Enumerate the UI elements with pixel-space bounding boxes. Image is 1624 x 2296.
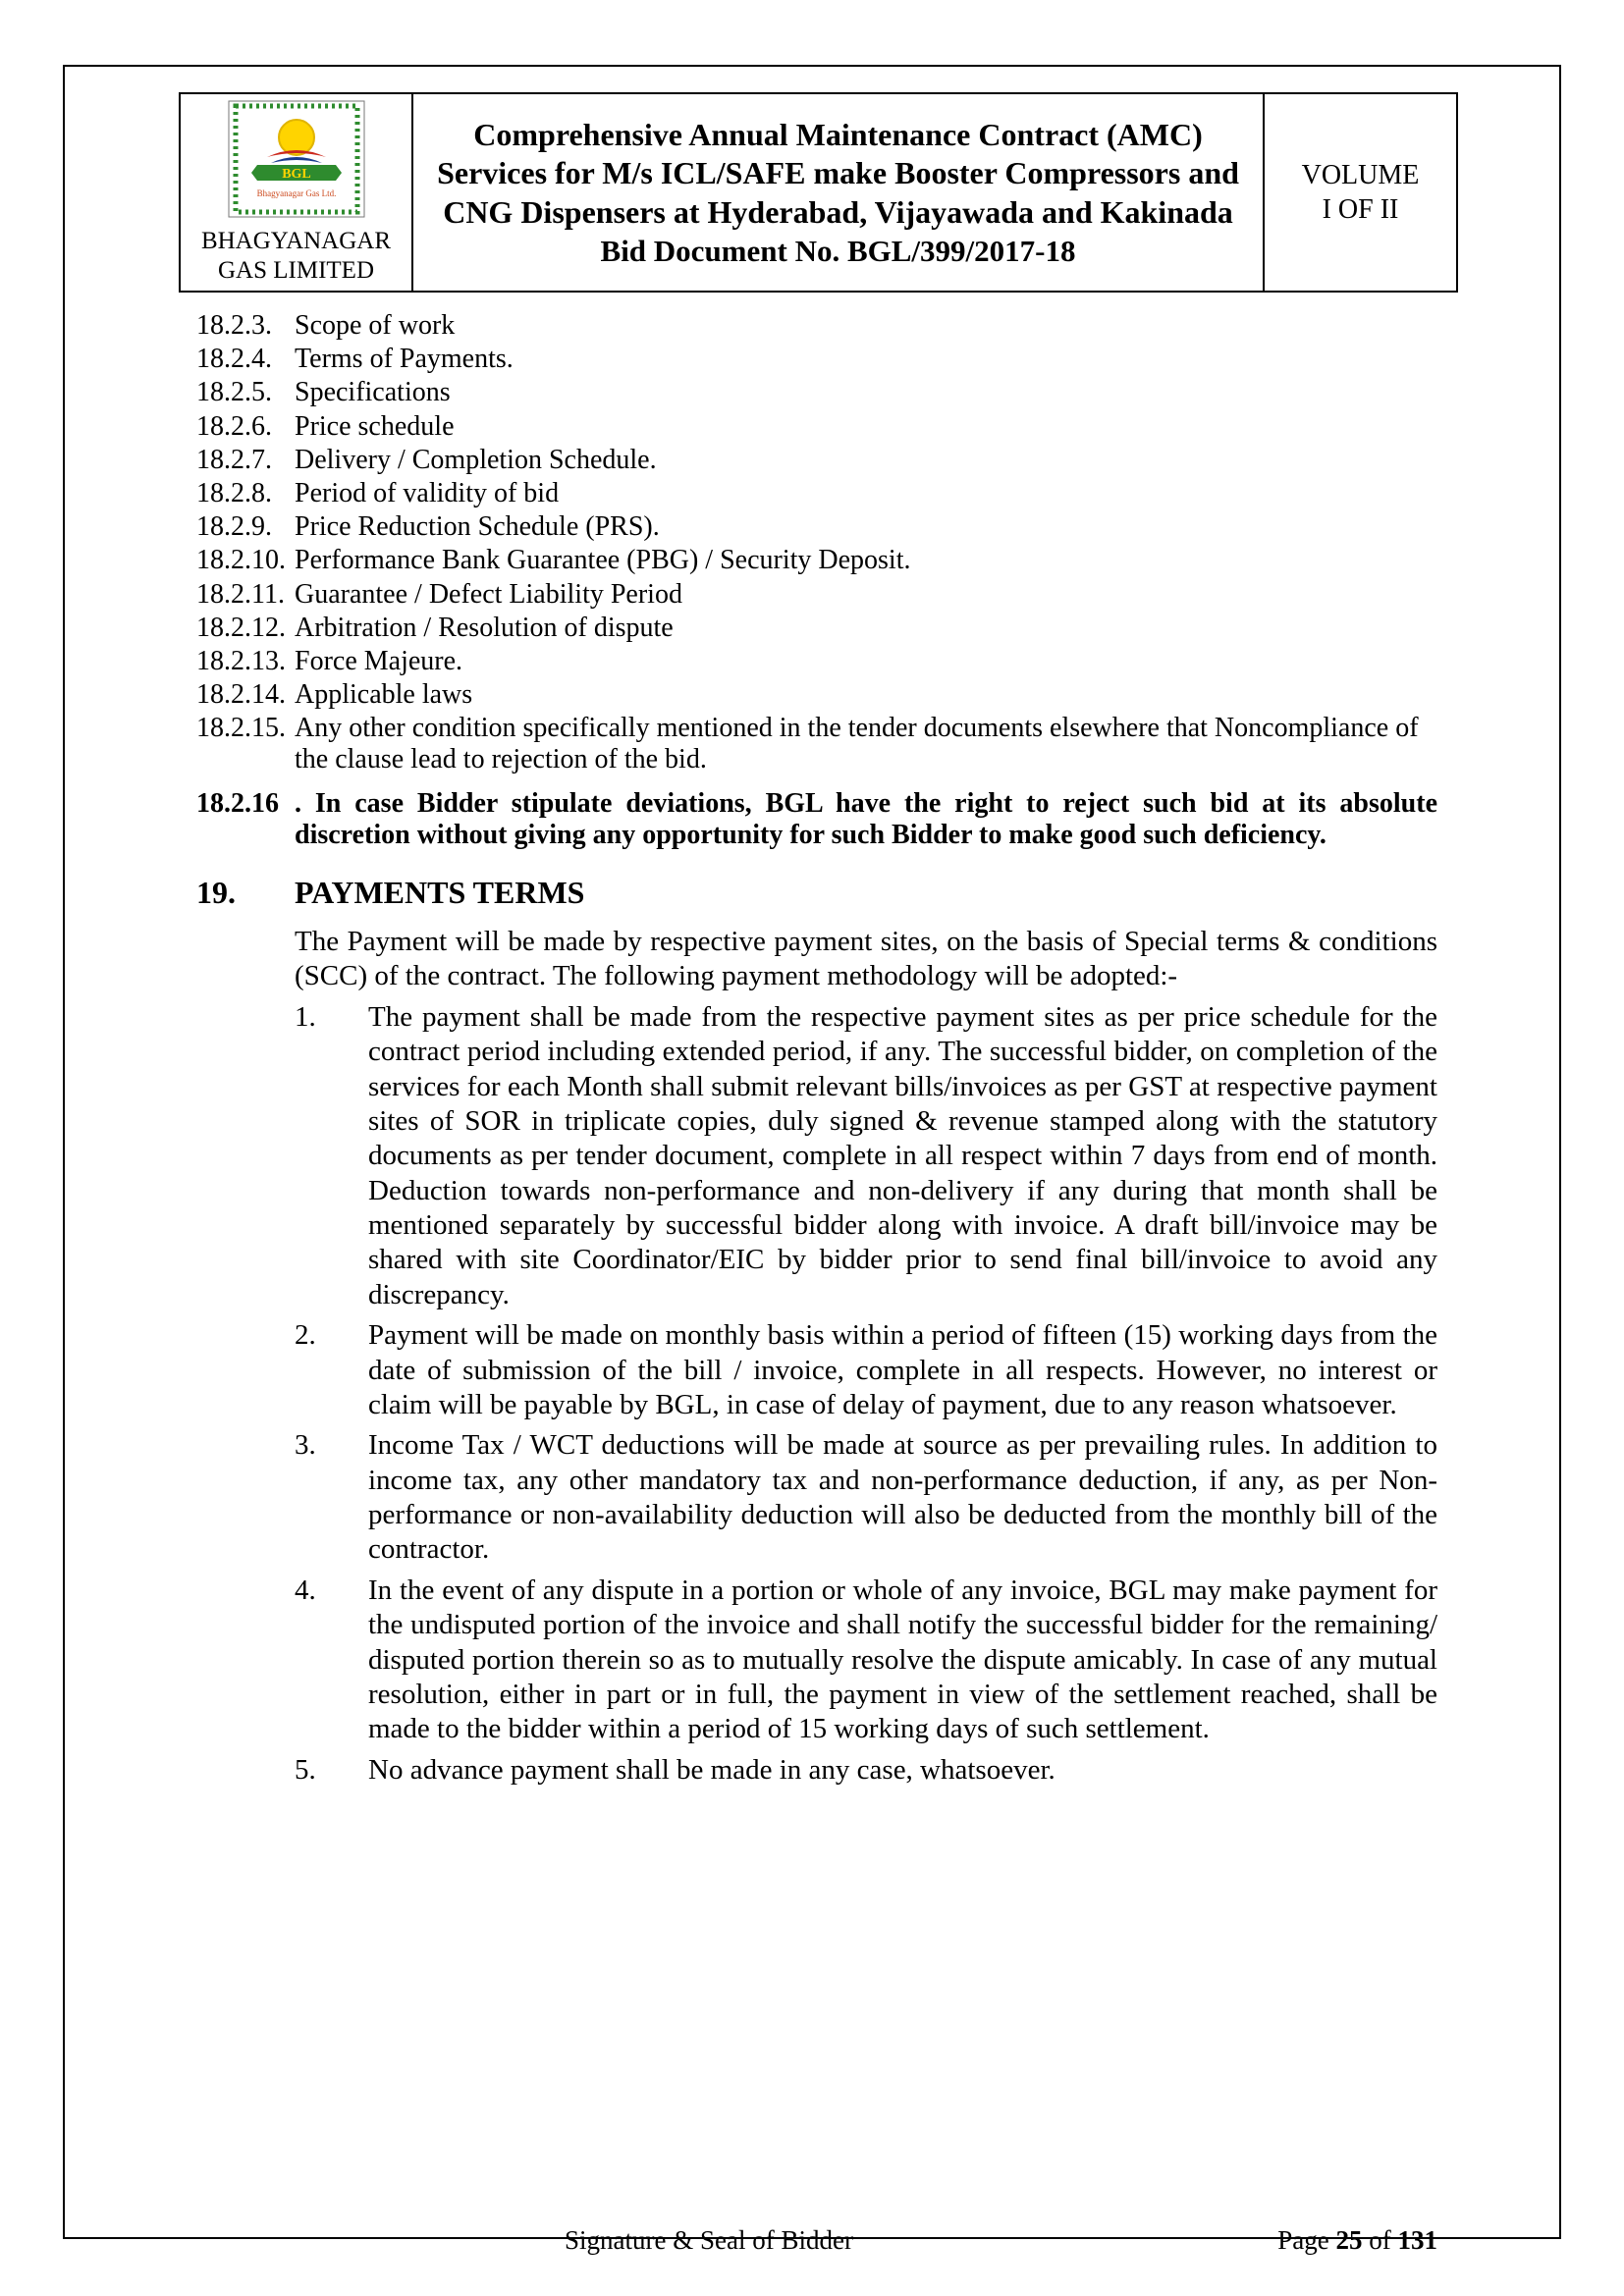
item-text: Payment will be made on monthly basis within a period of fifteen (15) working days from the date of submission of the bill / invoice, complete in all respects. However, no interest or claim will be payable by BGL, in case of delay of payment, due to any reason whatsoever.: [368, 1319, 1437, 1420]
item-number: 2.: [295, 1319, 316, 1352]
item-text: Arbitration / Resolution of dispute: [295, 612, 674, 643]
item-text: Period of validity of bid: [295, 477, 560, 508]
list-item-18-2-12: [196, 613, 1437, 644]
list-item-18-2-4: [196, 344, 1437, 375]
svg-text:BGL: BGL: [281, 167, 311, 182]
item-text: In the event of any dispute in a portion or whole of any invoice, BGL may make payment for the undisputed portion of the invoice and shall notify the successful bidder for the remaining/ disputed portion therein so as to mutually resolve the dispute amicably. In case of any mutual resolution, either in part or in full, the payment in view of the settlement reached, shall be made to the bidder within a period of 15 working days of such settlement.: [368, 1574, 1437, 1745]
item-text: Applicable laws: [295, 679, 473, 711]
item-number: 18.2.6.: [196, 410, 272, 442]
company-name-line1: BHAGYANAGAR: [200, 228, 392, 254]
page-indicator: [1277, 2225, 1437, 2256]
item-number: 18.2.8.: [196, 477, 272, 508]
item-number: 18.2.13.: [196, 645, 286, 676]
volume-label: VOLUME: [1301, 160, 1420, 190]
item-text: Price Reduction Schedule (PRS).: [295, 511, 660, 543]
item-number: 1.: [295, 1000, 316, 1033]
payment-item-3: [295, 1428, 1437, 1568]
list-item-18-2-11: [196, 579, 1437, 611]
item-number: 18.2.14.: [196, 679, 286, 711]
item-number: 5.: [295, 1753, 316, 1786]
list-item-18-2-5: [196, 377, 1437, 408]
bid-document-number: Bid Document No. BGL/399/2017-18: [600, 233, 1076, 268]
section-number: 19.: [196, 875, 236, 910]
volume-value: I OF II: [1322, 194, 1399, 225]
document-body: [196, 310, 1437, 1793]
page-number: 25: [1335, 2225, 1363, 2255]
payment-item-1: [295, 1000, 1437, 1312]
item-text: Delivery / Completion Schedule.: [295, 444, 657, 475]
list-item-18-2-9: [196, 511, 1437, 543]
item-number: 18.2.10.: [196, 545, 286, 576]
item-number: 18.2.16: [196, 787, 279, 819]
list-item-18-2-3: [196, 310, 1437, 342]
volume-cell: [1264, 93, 1457, 292]
list-item-18-2-14: [196, 679, 1437, 711]
list-item-18-2-7: [196, 445, 1437, 476]
item-text: No advance payment shall be made in any case, whatsoever.: [368, 1753, 1056, 1786]
section-title: PAYMENTS TERMS: [295, 875, 585, 910]
list-item-18-2-16: [196, 788, 1437, 851]
bgl-logo-icon: [228, 100, 365, 218]
item-number: 18.2.3.: [196, 310, 272, 341]
total-pages: 131: [1397, 2225, 1437, 2255]
page-label: Page: [1277, 2225, 1336, 2255]
signature-seal-label: Signature & Seal of Bidder: [565, 2225, 853, 2255]
item-text: Terms of Payments.: [295, 344, 514, 375]
list-item-18-2-13: [196, 646, 1437, 677]
header-table: [179, 92, 1458, 293]
item-text: Income Tax / WCT deductions will be made at source as per prevailing rules. In addition to income tax, any other mandatory tax and non-performance deduction, if any, as per Non-performance or non-availability deduction will also be deducted from the monthly bill of the contractor.: [368, 1429, 1437, 1566]
item-text: Any other condition specifically mentioned in the tender documents elsewhere that Noncompliance of the clause lead to rejection of the bid.: [295, 713, 1419, 775]
title-cell: [412, 93, 1264, 292]
item-number: 18.2.9.: [196, 511, 272, 543]
list-item-18-2-10: [196, 545, 1437, 576]
payment-item-5: [295, 1753, 1437, 1788]
item-number: 18.2.7.: [196, 444, 272, 475]
item-text: Performance Bank Guarantee (PBG) / Security Deposit.: [295, 545, 911, 576]
item-text: Guarantee / Defect Liability Period: [295, 578, 682, 610]
payment-item-4: [295, 1574, 1437, 1747]
list-item-18-2-6: [196, 411, 1437, 443]
item-number: 18.2.12.: [196, 612, 286, 643]
list-item-18-2-15: [196, 713, 1437, 775]
svg-text:Bhagyanagar Gas Ltd.: Bhagyanagar Gas Ltd.: [256, 188, 336, 198]
item-text: Scope of work: [295, 310, 456, 341]
item-number: 18.2.4.: [196, 344, 272, 375]
of-label: of: [1362, 2225, 1398, 2255]
company-logo: [228, 100, 365, 223]
item-text: Specifications: [295, 377, 451, 408]
company-name-line2: GAS LIMITED: [217, 256, 374, 284]
item-text: Price schedule: [295, 410, 455, 442]
item-text: The payment shall be made from the respective payment sites as per price schedule for the contract period including extended period, if any. The successful bidder, on completion of the services for each Month shall submit relevant bills/invoices as per GST at respective payment sites of SOR in triplicate copies, duly signed & revenue stamped along with the statutory documents as per tender document, complete in all respect within 7 days from end of month. Deduction towards non-performance and non-delivery if any during that month shall be mentioned separately by successful bidder along with invoice. A draft bill/invoice may be shared with site Coordinator/EIC by bidder prior to send final bill/invoice to avoid any discrepancy.: [368, 1000, 1437, 1310]
section-19-heading: [196, 875, 1437, 911]
item-number: 18.2.11.: [196, 578, 285, 610]
item-number: 18.2.15.: [196, 713, 286, 744]
item-text: Force Majeure.: [295, 645, 463, 676]
item-text: . In case Bidder stipulate deviations, BGL have the right to reject such bid at its absolute discretion without giving any opportunity for such Bidder to make good such deficiency.: [295, 787, 1437, 850]
item-number: 3.: [295, 1429, 316, 1462]
item-number: 4.: [295, 1574, 316, 1606]
document-title: Comprehensive Annual Maintenance Contract (AMC) Services for M/s ICL/SAFE make Booster Compressors and CNG Dispensers at Hyderabad, Vijayawada and Kakinada: [437, 117, 1239, 230]
list-item-18-2-8: [196, 478, 1437, 509]
payment-item-2: [295, 1318, 1437, 1422]
section-19-intro: The Payment will be made by respective payment sites, on the basis of Special terms & conditions (SCC) of the contract. The following payment methodology will be adopted:-: [295, 926, 1437, 992]
item-number: 18.2.5.: [196, 377, 272, 408]
logo-cell: [180, 93, 412, 292]
